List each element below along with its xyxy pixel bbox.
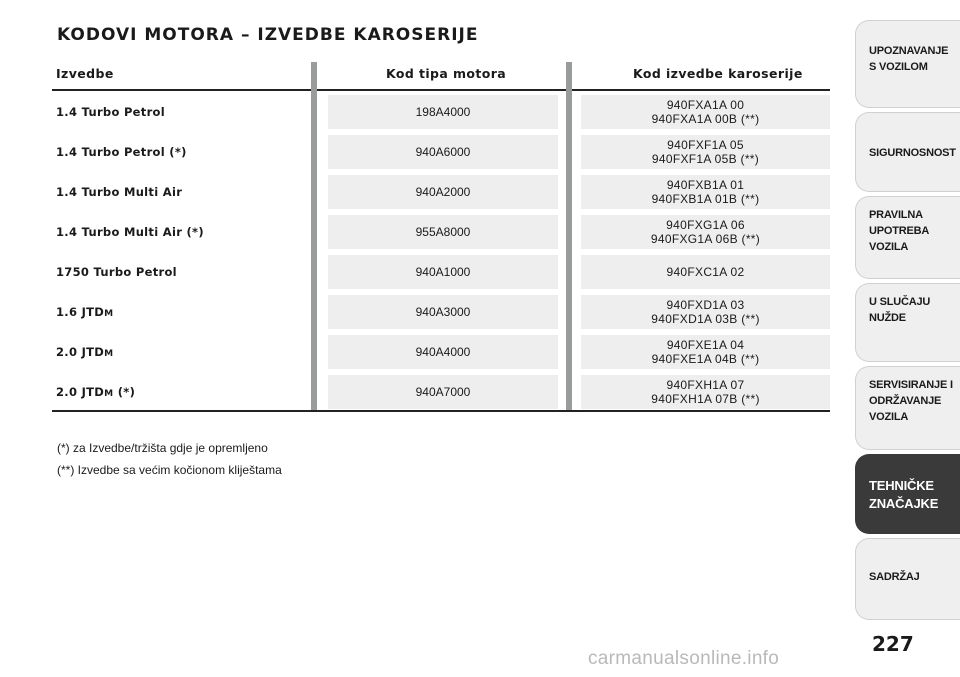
table-row xyxy=(52,255,830,295)
engine-code: 940A6000 xyxy=(328,135,558,169)
version-name-text: 2.0 JTD xyxy=(56,385,105,399)
body-code-line-2: 940FXA1A 00B (**) xyxy=(651,112,760,126)
chapter-tab[interactable] xyxy=(855,538,960,620)
footnote-1: (*) za Izvedbe/tržišta gdje je opremljeno xyxy=(57,441,268,455)
version-name xyxy=(56,295,113,329)
version-name-text: 1750 Turbo Petrol xyxy=(56,265,177,279)
chapter-tab[interactable] xyxy=(855,454,960,534)
table-row xyxy=(52,135,830,175)
table-row xyxy=(52,335,830,375)
body-code-line-1: 940FXA1A 00 xyxy=(666,98,745,112)
chapter-tab-label: SERVISIRANJE I ODRŽAVANJE VOZILA xyxy=(869,379,953,423)
body-code xyxy=(581,255,830,289)
chapter-tab[interactable] xyxy=(855,283,960,362)
version-name-text: 1.4 Turbo Multi Air (*) xyxy=(56,225,204,239)
table-row xyxy=(52,375,830,415)
chapter-tab-label: UPOZNAVANJE S VOZILOM xyxy=(869,45,949,73)
column-header-versions: Izvedbe xyxy=(56,66,114,81)
version-name-smallcaps: M xyxy=(104,349,114,359)
engine-code: 198A4000 xyxy=(328,95,558,129)
body-code-line-2: 940FXE1A 04B (**) xyxy=(651,352,760,366)
body-code xyxy=(581,175,830,209)
body-code xyxy=(581,295,830,329)
footnote-2: (**) Izvedbe sa većim kočionom kliještama xyxy=(57,463,282,477)
body-code-line-2: 940FXG1A 06B (**) xyxy=(650,232,761,246)
body-code-line-2: 940FXF1A 05B (**) xyxy=(651,152,760,166)
table-row xyxy=(52,215,830,255)
body-code-line-2: 940FXB1A 01B (**) xyxy=(651,192,760,206)
version-name-text: 1.4 Turbo Multi Air xyxy=(56,185,183,199)
version-name xyxy=(56,95,165,129)
table-row xyxy=(52,175,830,215)
page-title: KODOVI MOTORA – IZVEDBE KAROSERIJE xyxy=(57,25,479,45)
engine-code: 955A8000 xyxy=(328,215,558,249)
engine-code: 940A1000 xyxy=(328,255,558,289)
footnotes xyxy=(57,437,282,481)
version-name-suffix: (*) xyxy=(113,385,136,399)
engine-codes-table xyxy=(52,62,830,412)
body-code-line-1: 940FXF1A 05 xyxy=(667,138,744,152)
column-header-body-code: Kod izvedbe karoserije xyxy=(633,66,803,81)
watermark: carmanualsonline.info xyxy=(588,648,780,669)
table-body xyxy=(52,95,830,415)
chapter-tab[interactable] xyxy=(855,366,960,450)
version-name-text: 1.6 JTD xyxy=(56,305,105,319)
body-code xyxy=(581,95,830,129)
version-name-text: 1.4 Turbo Petrol xyxy=(56,105,165,119)
version-name-smallcaps: M xyxy=(104,389,114,399)
version-name-text: 1.4 Turbo Petrol (*) xyxy=(56,145,187,159)
chapter-tab[interactable] xyxy=(855,196,960,279)
engine-code: 940A3000 xyxy=(328,295,558,329)
body-code xyxy=(581,215,830,249)
chapter-tab-label: SADRŽAJ xyxy=(869,571,920,583)
chapter-tab-label: U SLUČAJU NUŽDE xyxy=(869,296,931,324)
version-name-text: 2.0 JTD xyxy=(56,345,105,359)
page-number: 227 xyxy=(872,632,914,656)
body-code-line-1: 940FXC1A 02 xyxy=(666,265,745,279)
body-code-line-2: 940FXD1A 03B (**) xyxy=(651,312,760,326)
chapter-tab-label: PRAVILNA UPOTREBA VOZILA xyxy=(869,209,930,253)
chapter-tab-label: SIGURNOSNOST xyxy=(869,147,956,159)
body-code xyxy=(581,335,830,369)
column-header-engine-code: Kod tipa motora xyxy=(386,66,507,81)
version-name xyxy=(56,335,113,369)
version-name xyxy=(56,255,177,289)
chapter-tab-label: TEHNIČKE ZNAČAJKE xyxy=(869,478,939,511)
version-name-smallcaps: M xyxy=(104,309,114,319)
table-row xyxy=(52,95,830,135)
engine-code: 940A7000 xyxy=(328,375,558,409)
chapter-tab[interactable] xyxy=(855,20,960,108)
body-code xyxy=(581,375,830,409)
body-code-line-1: 940FXB1A 01 xyxy=(666,178,745,192)
version-name xyxy=(56,175,182,209)
version-name xyxy=(56,375,135,409)
body-code xyxy=(581,135,830,169)
chapter-tab[interactable] xyxy=(855,112,960,192)
body-code-line-2: 940FXH1A 07B (**) xyxy=(651,392,760,406)
body-code-line-1: 940FXE1A 04 xyxy=(666,338,745,352)
table-bottom-rule xyxy=(52,410,830,412)
engine-code: 940A4000 xyxy=(328,335,558,369)
body-code-line-1: 940FXG1A 06 xyxy=(666,218,745,232)
table-top-rule xyxy=(52,89,830,91)
body-code-line-1: 940FXD1A 03 xyxy=(666,298,745,312)
version-name xyxy=(56,215,204,249)
body-code-line-1: 940FXH1A 07 xyxy=(666,378,745,392)
engine-code: 940A2000 xyxy=(328,175,558,209)
table-row xyxy=(52,295,830,335)
version-name xyxy=(56,135,187,169)
